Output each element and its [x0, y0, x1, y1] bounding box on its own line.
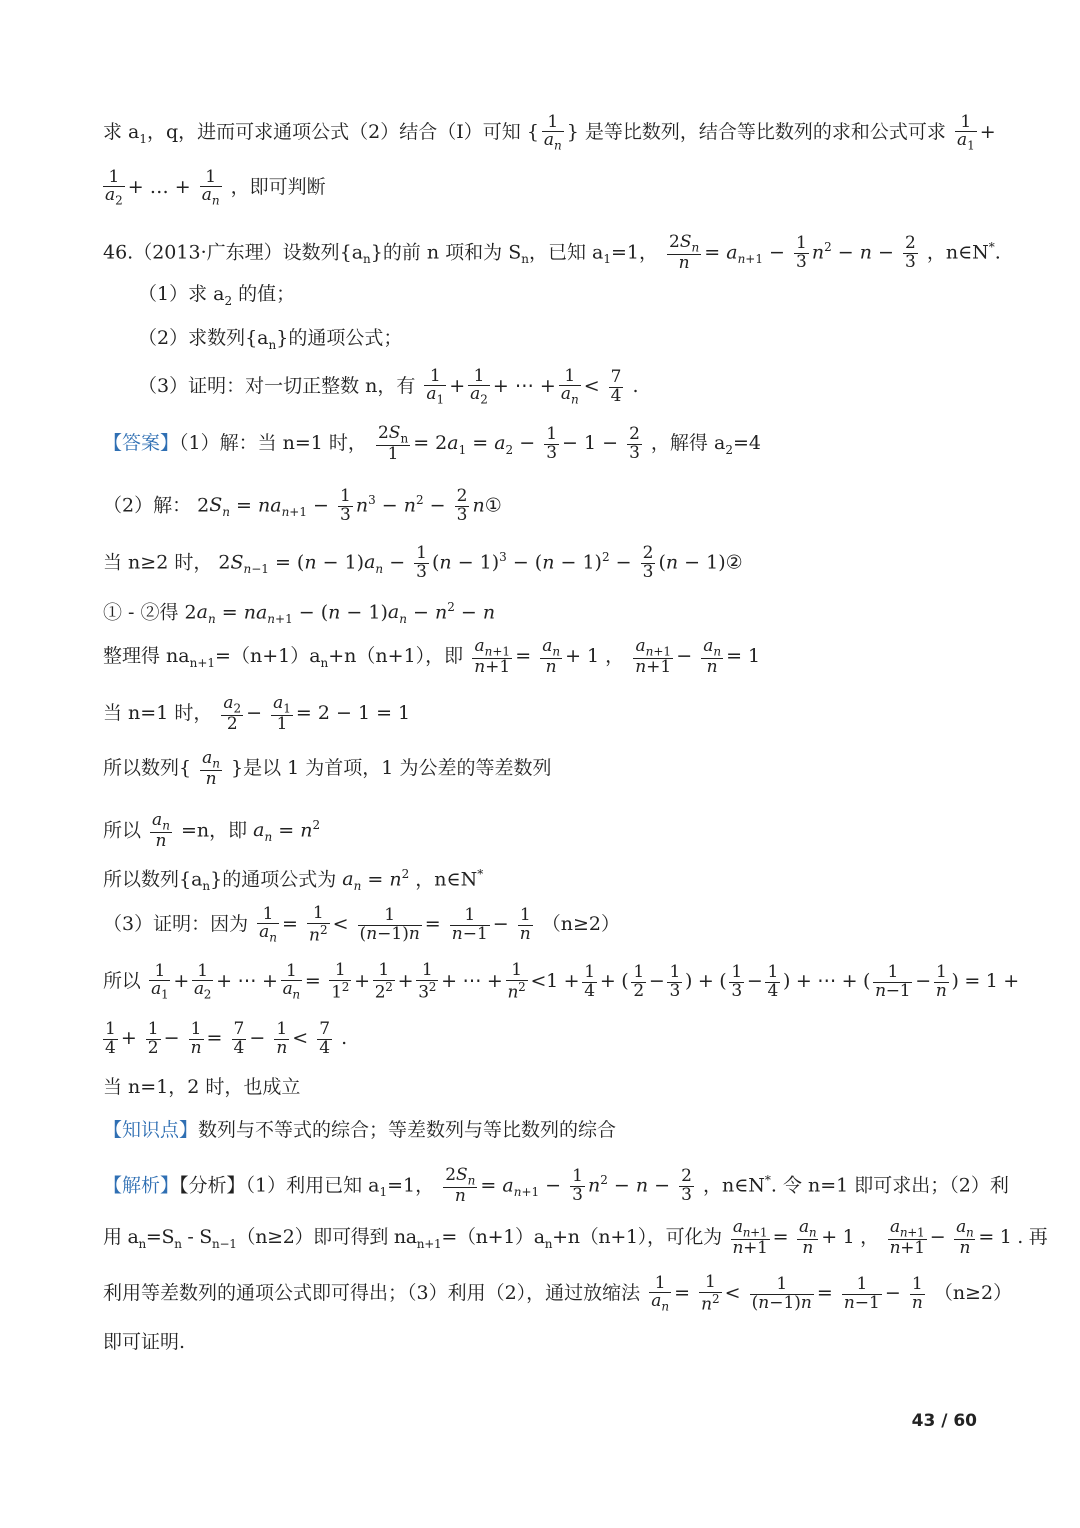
answer-sum-result: $\frac{1}{4}$ + $\frac{1}{2}$ − $\frac{1}{n}$ = $\frac{7}{4}$ − $\frac{1}{n}$ < $\frac{7}{4}$ .	[105, 1018, 348, 1058]
answer-part-2-eq2: 当 n≥2 时， $2S_{n-1} = (n - 1)a_n$ − $\frac{1}{3}$ $(n - 1)^3 - (n - 1)^2$ − $\frac{2}{3}$ (n − 1)②	[103, 542, 743, 582]
answer-an-n: 所以 $\frac{a_n}{n}$ =n，即 $a_n = n^2$	[103, 809, 321, 851]
knowledge-tag: 【知识点】	[103, 1119, 199, 1141]
knowledge-points: 【知识点】数列与不等式的综合；等差数列与等比数列的综合	[103, 1119, 617, 1141]
page-number: 43 / 60	[911, 1411, 977, 1431]
answer-small-n: 当 n=1，2 时，也成立	[103, 1076, 301, 1098]
answer-subtract: ① - ②得 $2a_n = na_{n+1} - (n - 1)a_n - n^2 - n$	[103, 600, 496, 627]
question-3: （3）证明：对一切正整数 n，有 $\frac{1}{a_1}$ + $\frac{1}{a_2}$ + ⋯ + $\frac{1}{a_n}$ < $\frac{7}{4}$ .	[138, 365, 639, 407]
line-2: $\frac{1}{a_2}$ + … + $\frac{1}{a_n}$ ，即可判断	[105, 166, 326, 208]
answer-general-term: 所以数列$\{a_n\}$的通项公式为 $a_n = n^2$ ，n∈N*	[103, 867, 484, 894]
line-1: 求 $a_1$，q，进而可求通项公式（2）结合（I）可知 { $\frac{1}{a_n}$ } 是等比数列，结合等比数列的求和公式可求 $\frac{1}{a_1}$ +	[103, 111, 996, 153]
analysis-line-1: 【解析】【分析】（1）利用已知 $a_1=1$， $\frac{2S_n}{n}$ = $a_{n+1}$ − $\frac{1}{3}$ $n^2 - n$ − $\frac{2}{3}$ ，n∈N*. 令 n=1 即可求出；（2）利	[103, 1164, 1009, 1206]
analysis-line-3: 利用等差数列的通项公式即可得出；（3）利用（2），通过放缩法 $\frac{1}{a_n}$ = $\frac{1}{n^2}$ < $\frac{1}{(n-1)n}$ = $\frac{1}{n-1}$ − $\frac{1}{n}$ （n≥2）	[103, 1271, 1013, 1315]
answer-arith-seq: 所以数列{ $\frac{a_n}{n}$ }是以 1 为首项，1 为公差的等差数列	[103, 747, 552, 789]
analysis-tag: 【解析】	[103, 1174, 180, 1197]
answer-part-1: 【答案】（1）解：当 n=1 时， $\frac{2S_n}{1}$ = $2a_1 = a_2$ − $\frac{1}{3}$ − 1 − $\frac{2}{3}$ ，解得 $a_2=4$	[103, 422, 761, 464]
answer-part-3: （3）证明：因为 $\frac{1}{a_n}$ = $\frac{1}{n^2}$ < $\frac{1}{(n-1)n}$ = $\frac{1}{n-1}$ − $\frac{1}{n}$ （n≥2）	[103, 902, 620, 946]
analysis-line-4: 即可证明.	[103, 1331, 186, 1353]
answer-n1-check: 当 n=1 时， $\frac{a_2}{2}$ − $\frac{a_1}{1}$ = 2 − 1 = 1	[103, 692, 411, 734]
problem-46-statement: 46.（2013·广东理）设数列$\{a_n\}$的前 n 项和为 $S_n$，已知 $a_1=1$， $\frac{2S_n}{n}$ = $a_{n+1}$ − $\frac{1}{3}$ $n^2 - n$ − $\frac{2}{3}$ ，n∈N*.	[103, 231, 1001, 273]
question-1: （1）求 $a_2$ 的值；	[138, 283, 296, 308]
analysis-line-2: 用 $a_n=S_n - S_{n-1}(n\ge 2)$即可得到 $na_{n+1}=(n+1)a_n+n(n+1)$，可化为 $\frac{a_{n+1}}{n+1}$ = $\frac{a_n}{n}$ + 1 ， $\frac{a_{n+1}}{n+1}$ − $\frac{a_n}{n}$ = 1 . 再	[103, 1216, 1048, 1258]
answer-part-2-eq1: （2）解： $2S_n = na_{n+1}$ − $\frac{1}{3}$ $n^3 - n^2$ − $\frac{2}{3}$ n①	[103, 485, 502, 525]
answer-rearrange: 整理得 $na_{n+1}=(n+1)a_n+n(n+1)$，即 $\frac{a_{n+1}}{n+1}$ = $\frac{a_n}{n}$ + 1 ， $\frac{a_{n+1}}{n+1}$ − $\frac{a_n}{n}$ = 1	[103, 635, 761, 677]
question-2: （2）求数列$\{a_n\}$的通项公式；	[138, 327, 403, 352]
answer-sum-bound: 所以 $\frac{1}{a_1}$ + $\frac{1}{a_2}$ + ⋯ + $\frac{1}{a_n}$ = $\frac{1}{1^2}$ + $\frac{1}{2^2}$ + $\frac{1}{3^2}$ + ⋯ + $\frac{1}{n^2}$ <1 + $\frac{1}{4}$ + ( $\frac{1}{2}$ − $\frac{1}{3}$ ) + ( $\frac{1}{3}$ − $\frac{1}{4}$ ) + ⋯ + ( $\frac{1}{n-1}$ − $\frac{1}{n}$ ) = 1 +	[103, 959, 1019, 1003]
answer-tag: 【答案】	[103, 432, 180, 454]
